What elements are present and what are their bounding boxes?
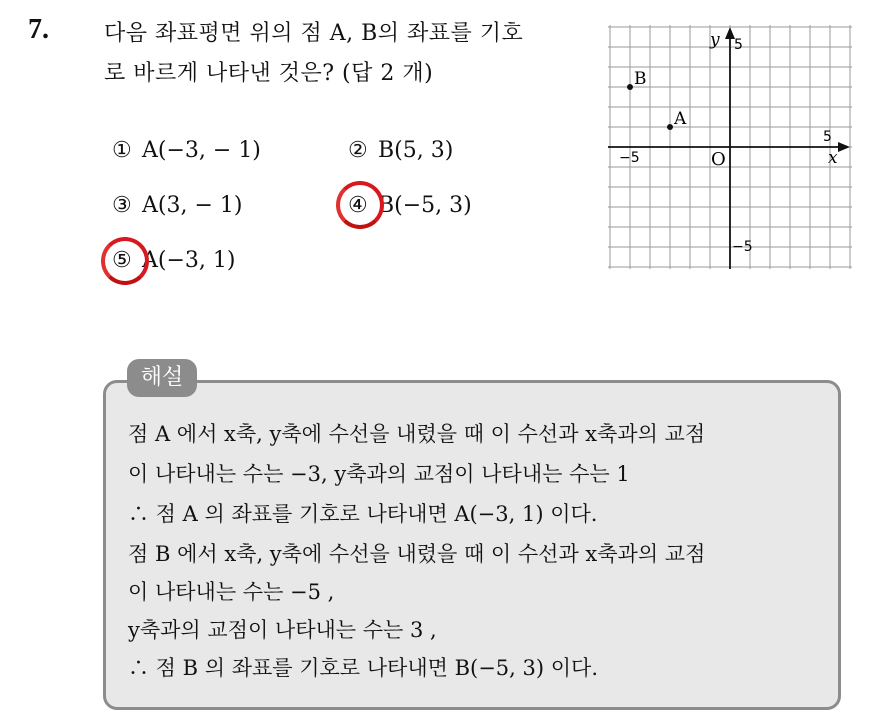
point-B [627,84,633,90]
solution-tag: 해설 [127,359,197,397]
origin-label: O [711,149,726,170]
choice-3[interactable] [112,193,242,218]
point-label-B: B [634,69,647,89]
solution-line-6: y축과의 교점이 나타내는 수는 3 , [128,618,437,642]
choice-2-text: B(5, 3) [378,138,454,163]
axes [608,27,850,269]
question-number: 7. [28,14,49,45]
choice-4-text: B(−5, 3) [378,193,472,218]
tick-x-neg5: −5 [619,150,640,166]
answer-circle-mark-4 [336,181,384,229]
point-label-A: A [674,109,687,129]
y-axis-label: y [710,30,720,50]
choice-2-number: ② [348,138,368,163]
choice-2[interactable] [348,138,453,163]
choice-1[interactable] [112,138,261,163]
choice-1-text: A(−3, − 1) [142,138,261,163]
x-axis-label: x [828,148,838,168]
solution-line-3: ∴ 점 A 의 좌표를 기호로 나타내면 A(−3, 1) 이다. [128,502,598,526]
tick-y-pos5: 5 [734,37,743,53]
choice-5-text: A(−3, 1) [142,248,236,273]
choice-1-number: ① [112,138,132,163]
question-text-line2: 로 바르게 나타낸 것은? (답 2 개) [104,61,434,86]
answer-circle-mark-5 [101,237,149,285]
x-axis-arrow [838,142,850,152]
solution-line-2: 이 나타내는 수는 −3, y축과의 교점이 나타내는 수는 1 [128,462,630,486]
choice-3-number: ③ [112,193,132,218]
tick-x-pos5: 5 [823,129,832,145]
choice-3-text: A(3, − 1) [142,193,243,218]
plotted-points [627,69,687,130]
solution-line-1: 점 A 에서 x축, y축에 수선을 내렸을 때 이 수선과 x축과의 교점 [128,422,706,446]
solution-line-5: 이 나타내는 수는 −5 , [128,580,335,604]
solution-line-4: 점 B 에서 x축, y축에 수선을 내렸을 때 이 수선과 x축과의 교점 [128,542,706,566]
point-A [667,124,673,130]
solution-line-7: ∴ 점 B 의 좌표를 기호로 나타내면 B(−5, 3) 이다. [128,656,598,680]
choice-4-number: ④ [348,193,368,218]
question-text-line1: 다음 좌표평면 위의 점 A, B의 좌표를 기호 [104,21,524,46]
choice-5-number: ⑤ [112,248,132,273]
coordinate-plane [608,25,852,269]
tick-y-neg5: −5 [732,239,753,255]
